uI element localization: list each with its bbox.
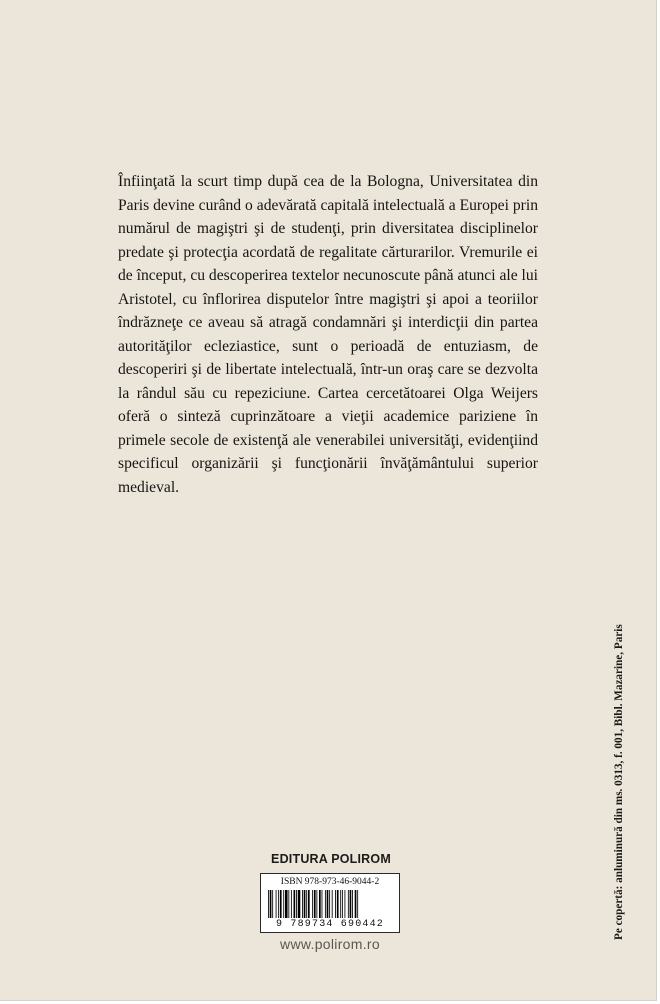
- isbn-barcode-box: [260, 873, 400, 933]
- cover-image-credit: Pe copertă: anluminură din ms. 0313, f. 001, Bibl. Mazarine, Paris: [613, 624, 625, 940]
- isbn-number: ISBN 978-973-46-9044-2: [280, 877, 380, 887]
- publisher-name: EDITURA POLIROM: [271, 852, 391, 866]
- book-description: Înfiinţată la scurt timp după cea de la Bologna, Universitatea din Paris devine curând o adevărată capitală intelectuală a Europei prin numărul de magiştri şi de studenţi, prin diversitatea disciplinelor predate şi protecţia acordată de regalitate cărturarilor. Vremurile ei de început, cu descoperirea textelor necunoscute până atunci ale lui Aristotel, cu înflorirea disputelor între magiştri şi apoi a teoriilor îndrăzneţe ce aveau să atragă condamnări şi interdicţii din partea autorităţilor ecleziastice, sunt o perioadă de entuziasm, de descoperiri şi de libertate intelectuală, într-un oraş care se dezvolta la rândul său cu repeziciune. Cartea cercetătoarei Olga Weijers oferă o sinteză cuprinzătoare a vieţii academice pariziene în primele secole de existenţă ale venerabilei universităţi, evidenţiind specificul organizării şi funcţionării învăţământului superior medieval.: [118, 173, 538, 496]
- barcode-digits: 9 789734 690442: [275, 919, 384, 930]
- barcode-icon: [267, 890, 393, 918]
- publisher-website: www.polirom.ro: [280, 936, 380, 952]
